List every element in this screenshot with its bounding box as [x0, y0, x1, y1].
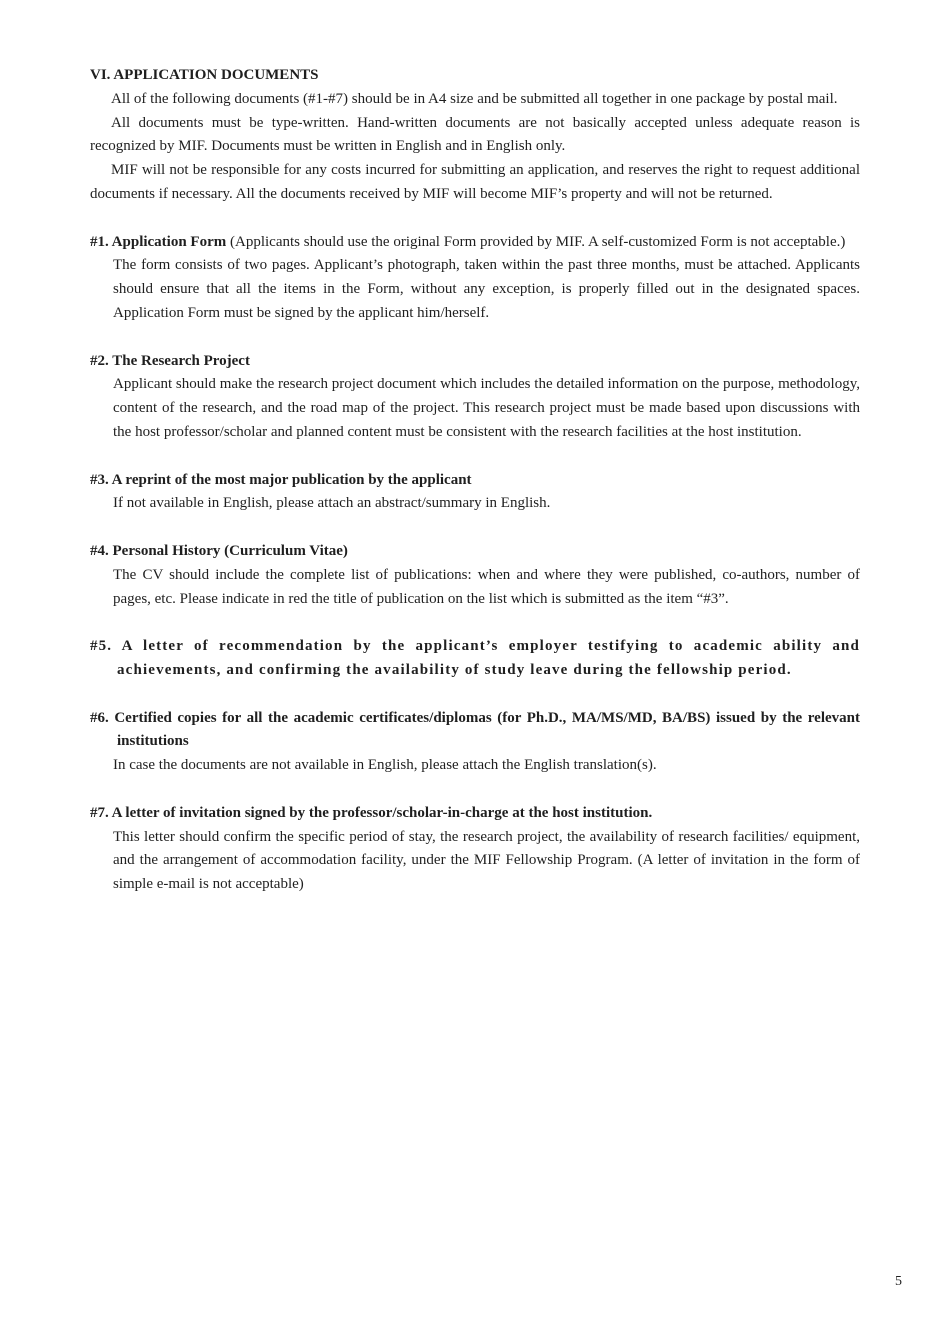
document-page — [90, 64, 860, 897]
document-item-1 — [90, 231, 860, 326]
item-body: If not available in English, please attach an abstract/summary in English. — [113, 495, 551, 512]
item-heading — [90, 540, 860, 564]
item-body: In case the documents are not available in English, please attach the English translation(s). — [113, 757, 657, 774]
document-item-4 — [90, 540, 860, 611]
item-body: Applicant should make the research project document which includes the detailed information on the purpose, methodology, content of the research, and the road map of the project. This research project must be made based upon discussions with the host professor/scholar and planned content must be consistent with the research facilities at the host institution. — [113, 376, 860, 440]
item-title: #3. A reprint of the most major publication by the applicant — [90, 471, 472, 488]
item-heading — [90, 350, 860, 374]
document-item-2 — [90, 350, 860, 445]
document-item-3 — [90, 469, 860, 517]
intro-paragraph: All documents must be type-written. Hand-written documents are not basically accepted unless adequate reason is recognized by MIF. Documents must be written in English and in English only. — [90, 114, 860, 155]
page-number: 5 — [895, 1274, 902, 1289]
item-heading — [90, 231, 860, 255]
item-body: The CV should include the complete list of publications: when and where they were published, co-authors, number of pages, etc. Please indicate in red the title of publication on the list which is submitted as the item “#3”. — [113, 566, 860, 607]
item-heading — [90, 469, 860, 493]
item-heading-note: (Applicants should use the original Form provided by MIF. A self-customized Form is not acceptable.) — [226, 233, 846, 250]
item-title: #1. Application Form — [90, 233, 227, 250]
intro-paragraph: All of the following documents (#1-#7) should be in A4 size and be submitted all together in one package by postal mail. — [111, 90, 838, 107]
item-heading — [90, 802, 860, 826]
item-title: #5. A letter of recommendation by the applicant’s employer testifying to academic ability and achievements, and confirming the availability of study leave during the fellowship period. — [90, 638, 860, 678]
item-body: This letter should confirm the specific period of stay, the research project, the availability of research facilities/ equipment, and the arrangement of accommodation facility, under the MIF Fellowship Program. (A letter of invitation in the form of simple e-mail is not acceptable) — [113, 828, 860, 893]
document-item-7 — [90, 802, 860, 897]
item-title: #7. A letter of invitation signed by the professor/scholar-in-charge at the host institution. — [90, 804, 653, 821]
item-heading — [90, 707, 860, 755]
intro-paragraph: MIF will not be responsible for any costs incurred for submitting an application, and reserves the right to request additional documents if necessary. All the documents received by MIF will become MIF’s property and will not be returned. — [90, 162, 860, 202]
document-item-5 — [90, 635, 860, 683]
item-title: #6. Certified copies for all the academic certificates/diplomas (for Ph.D., MA/MS/MD, BA/BS) issued by the relevant institutions — [90, 709, 860, 750]
item-title: #2. The Research Project — [90, 352, 250, 369]
section-title: VI. APPLICATION DOCUMENTS — [90, 67, 319, 83]
document-item-6 — [90, 707, 860, 778]
item-body: The form consists of two pages. Applicant’s photograph, taken within the past three months, must be attached. Applicants should ensure that all the items in the Form, without any exception, is properly filled out in the designated spaces. Application Form must be signed by the applicant him/herself. — [113, 257, 860, 321]
item-heading — [90, 635, 860, 683]
item-title: #4. Personal History (Curriculum Vitae) — [90, 542, 348, 559]
